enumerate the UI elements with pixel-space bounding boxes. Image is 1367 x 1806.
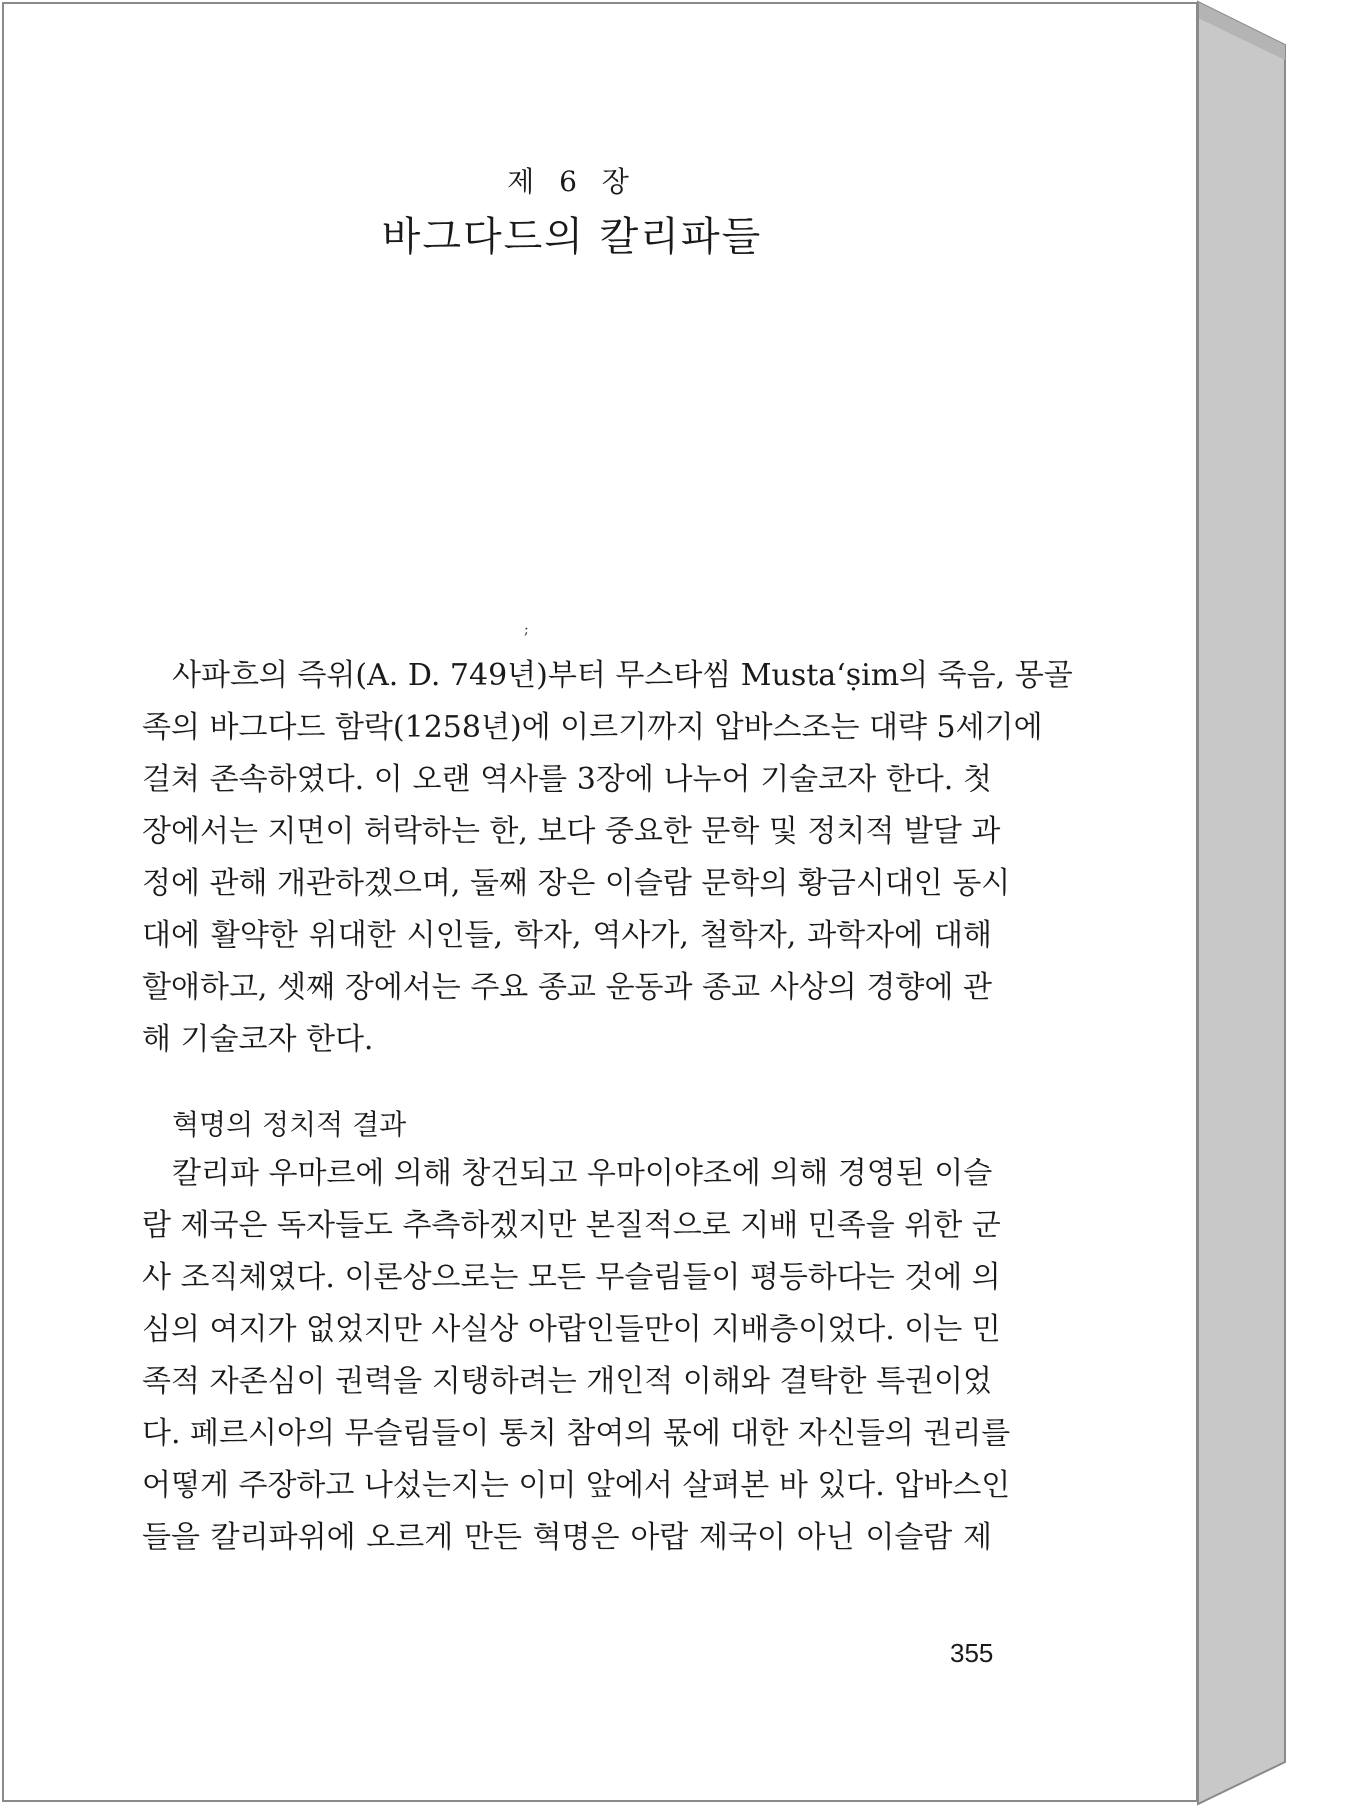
paragraph-line: 정에 관해 개관하겠으며, 둘째 장은 이슬람 문학의 황금시대인 동시 bbox=[142, 866, 1011, 901]
paragraph-line: 사 조직체였다. 이론상으로는 모든 무슬림들이 평등하다는 것에 의 bbox=[142, 1260, 1001, 1295]
chapter-number: 제 6 장 bbox=[507, 165, 637, 198]
print-speck: ; bbox=[524, 622, 529, 638]
paragraph-line: 족적 자존심이 권력을 지탱하려는 개인적 이해와 결탁한 특권이었 bbox=[142, 1364, 992, 1399]
chapter-title: 바그다드의 칼리파들 bbox=[381, 214, 763, 260]
section-heading: 혁명의 정치적 결과 bbox=[172, 1108, 407, 1141]
paragraph-line: 걸쳐 존속하였다. 이 오랜 역사를 3장에 나누어 기술코자 한다. 첫 bbox=[142, 762, 992, 797]
paragraph-line: 장에서는 지면이 허락하는 한, 보다 중요한 문학 및 정치적 발달 과 bbox=[142, 814, 1001, 849]
paragraph-line: 할애하고, 셋째 장에서는 주요 종교 운동과 종교 사상의 경향에 관 bbox=[142, 970, 992, 1005]
section-paragraph bbox=[142, 1148, 1011, 1564]
paragraph-line: 다. 페르시아의 무슬림들이 통치 참여의 몫에 대한 자신들의 권리를 bbox=[142, 1416, 1011, 1451]
page-number: 355 bbox=[950, 1638, 994, 1668]
paragraph-line: 심의 여지가 없었지만 사실상 아랍인들만이 지배층이었다. 이는 민 bbox=[142, 1312, 1001, 1347]
paragraph-line: 사파흐의 즉위(A. D. 749년)부터 무스타씸 Musta‘ṣim의 죽음, 몽골 bbox=[172, 658, 1073, 693]
paragraph-line: 칼리파 우마르에 의해 창건되고 우마이야조에 의해 경영된 이슬 bbox=[172, 1156, 993, 1191]
paragraph-line: 어떻게 주장하고 나섰는지는 이미 앞에서 살펴본 바 있다. 압바스인 bbox=[142, 1468, 1011, 1503]
intro-paragraph bbox=[142, 650, 1073, 1066]
paragraph-line: 들을 칼리파위에 오르게 만든 혁명은 아랍 제국이 아닌 이슬람 제 bbox=[142, 1520, 992, 1555]
paragraph-line: 람 제국은 독자들도 추측하겠지만 본질적으로 지배 민족을 위한 군 bbox=[142, 1208, 1001, 1243]
paragraph-line: 족의 바그다드 함락(1258년)에 이르기까지 압바스조는 대략 5세기에 bbox=[142, 710, 1043, 745]
paragraph-line: 해 기술코자 한다. bbox=[142, 1022, 374, 1057]
paragraph-line: 대에 활약한 위대한 시인들, 학자, 역사가, 철학자, 과학자에 대해 bbox=[142, 918, 992, 953]
